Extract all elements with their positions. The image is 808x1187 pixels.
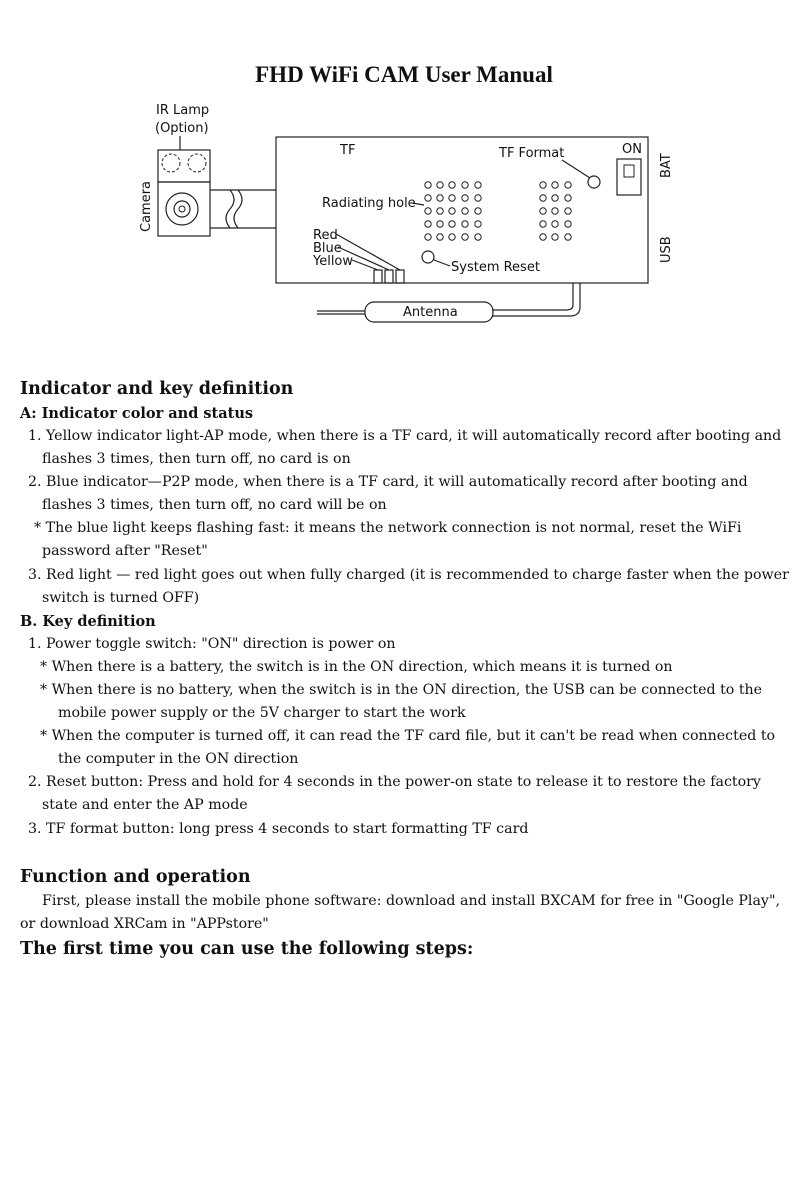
usb-label: USB xyxy=(659,236,674,263)
tf-label: TF xyxy=(340,143,356,158)
tf-format-button-icon xyxy=(588,176,600,188)
ir-lamp-box xyxy=(158,150,210,182)
indicator-item: 2. Blue indicator—P2P mode, when there is a TF card, it will automatically record after booting and flashes 3 times, then turn off, no card will be on xyxy=(28,474,748,514)
blue-led-icon xyxy=(385,270,393,283)
key-item: 3. TF format button: long press 4 seconds to start formatting TF card xyxy=(28,820,529,837)
key-note: * When the computer is turned off, it can read the TF card file, but it can't be read when connected to the computer in the ON direction xyxy=(40,728,776,768)
function-heading: Function and operation xyxy=(20,866,251,887)
radiating-hole-label: Radiating hole xyxy=(322,196,416,211)
ir-lamp-option-label: (Option) xyxy=(155,121,209,136)
key-note: * When there is no battery, when the switch is in the ON direction, the USB can be connected to the mobile power supply or the 5V charger to start the work xyxy=(40,681,763,722)
antenna-label: Antenna xyxy=(403,305,458,320)
key-definition-heading: B. Key definition xyxy=(20,612,156,630)
indicator-item: 3. Red light — red light goes out when fully charged (it is recommended to charge faster when the power switch is turned OFF) xyxy=(28,566,789,606)
key-item: 2. Reset button: Press and hold for 4 seconds in the power-on state to release it to restore the factory state and enter the AP mode xyxy=(28,774,761,814)
red-led-label: Red xyxy=(313,228,338,243)
red-led-icon xyxy=(396,270,404,283)
page-title: FHD WiFi CAM User Manual xyxy=(255,62,553,87)
system-reset-label: System Reset xyxy=(451,260,540,275)
indicator-heading: Indicator and key definition xyxy=(20,379,294,399)
steps-heading: The first time you can use the following steps: xyxy=(20,938,474,959)
radiating-holes-right xyxy=(540,182,571,240)
indicator-note: * The blue light keeps flashing fast: it means the network connection is not normal, reset the WiFi password after "Reset" xyxy=(34,520,742,560)
radiating-holes-left xyxy=(425,182,481,240)
camera-label: Camera xyxy=(139,180,154,232)
indicator-item: 1. Yellow indicator light-AP mode, when there is a TF card, it will automatically record after booting and flashes 3 times, then turn off, no card is on xyxy=(28,428,782,468)
camera-board-diagram xyxy=(0,90,808,340)
ir-led-left-icon xyxy=(162,154,180,172)
yellow-led-icon xyxy=(374,270,382,283)
ir-lamp-label: IR Lamp xyxy=(156,103,210,118)
key-note: * When there is a battery, the switch is in the ON direction, which means it is turned on xyxy=(40,658,673,675)
manual-body xyxy=(20,376,792,962)
yellow-led-label: Yellow xyxy=(313,254,354,269)
indicator-color-heading: A: Indicator color and status xyxy=(20,405,254,422)
on-label: ON xyxy=(622,142,642,157)
camera-lens-icon xyxy=(166,193,198,225)
key-item: 1. Power toggle switch: "ON" direction is power on xyxy=(28,635,396,652)
ir-led-right-icon xyxy=(188,154,206,172)
bat-label: BAT xyxy=(659,153,674,178)
function-paragraph: First, please install the mobile phone software: download and install BXCAM for free in "Google Play", or download XRCam in "APPstore" xyxy=(20,892,780,932)
blue-led-label: Blue xyxy=(313,241,342,256)
reset-button-icon xyxy=(422,251,434,263)
tf-format-label: TF Format xyxy=(499,146,565,161)
